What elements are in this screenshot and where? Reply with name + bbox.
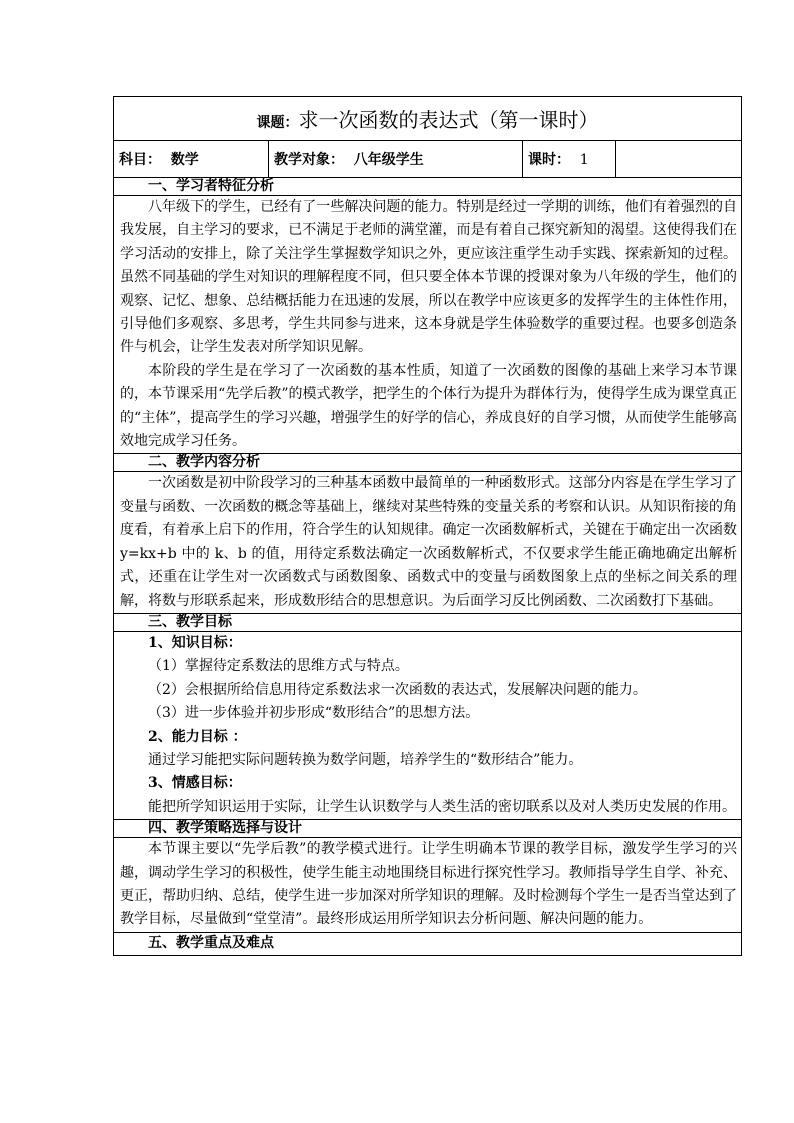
empty-cell bbox=[616, 141, 742, 178]
goal-item: （2）会根据所给信息用待定系数法求一次函数的表达式，发展解决问题的能力。 bbox=[148, 681, 647, 698]
goal-item: （3）进一步体验并初步形成“数形结合”的思想方法。 bbox=[148, 705, 480, 722]
paragraph: 一次函数是初中阶段学习的三种基本函数中最简单的一种函数形式。这部分内容是在学生学习了变量与函数、一次函数的概念等基础上，继续对某些特殊的变量关系的考察和认识。从知识衔接的角度看，有着承上启下的作用，符合学生的认知规律。确定一次函数解析式，关键在于确定出一次函数 y=kx+b 中的 k、b 的值，用待定系数法确定一次函数解析式，不仅要求学生能正确地确定出解析式，还重在让学生对一次函数式与函数图象、函数式中的变量与函数图象上点的坐标之间关系的理解，将数与形联系起来，形成数形结合的思想意识。为后面学习反比例函数、二次函数打下基础。 bbox=[120, 475, 737, 609]
hours-cell bbox=[523, 141, 616, 178]
subject-value: 数学 bbox=[170, 152, 199, 168]
audience-value: 八年级学生 bbox=[353, 152, 424, 168]
section-heading-content: 二、教学内容分析 bbox=[114, 454, 742, 472]
lesson-plan-table bbox=[113, 96, 742, 956]
emotion-goal-heading: 3、情感目标： bbox=[148, 775, 242, 792]
paragraph: 本节课主要以“先学后教”的教学模式进行。让学生明确本节课的教学目标，激发学生学习的兴趣，调动学生学习的积极性，使学生能主动地围绕目标进行探究性学习。教师指导学生自学、补充、更正，帮助归纳、总结，使学生进一步加深对所学知识的理解。及时检测每个学生一是否当堂达到了教学目标，尽量做到“堂堂清”。最终形成运用所学知识去分析问题、解决问题的能力。 bbox=[120, 841, 737, 928]
section-body-strategy bbox=[114, 838, 742, 933]
paragraph: 八年级下的学生，已经有了一些解决问题的能力。特别是经过一学期的训练，他们有着强烈的自我发展，自主学习的要求，已不满足于老师的满堂灌，而是有着自己探究新知的渴望。这使得我们在学习活动的安排上，除了关注学生掌握数学知识之外，更应该注重学生动手实践、探索新知的过程。虽然不同基础的学生对知识的理解程度不同，但只要全体本节课的授课对象为八年级的学生，他们的观察、记忆、想象、总结概括能力在迅速的发展，所以在教学中应该更多的发挥学生的主体性作用，引导他们多观察、多思考，学生共同参与进来，这本身就是学生体验数学的重要过程。也要多创造条件与机会，让学生发表对所学知识见解。 bbox=[120, 199, 737, 356]
page-title: 求一次函数的表达式（第一课时） bbox=[298, 108, 599, 132]
lesson-plan-page bbox=[113, 96, 741, 956]
section-heading-goals: 三、教学目标 bbox=[114, 613, 742, 631]
section-heading-keypoints: 五、教学重点及难点 bbox=[114, 932, 742, 955]
subject-label: 科目： bbox=[119, 152, 161, 168]
subject-cell bbox=[114, 141, 269, 178]
ability-goal-heading: 2、能力目标 ： bbox=[148, 728, 247, 745]
hours-label: 课时： bbox=[528, 152, 570, 168]
hours-value: 1 bbox=[579, 152, 589, 168]
audience-label: 教学对象： bbox=[274, 152, 344, 168]
goal-item: 通过学习能把实际问题转换为数学问题，培养学生的“数形结合”能力。 bbox=[148, 751, 583, 768]
section-body-learner bbox=[114, 196, 742, 454]
section-body-content bbox=[114, 472, 742, 613]
goal-item: 能把所学知识运用于实际，让学生认识数学与人类生活的密切联系以及对人类历史发展的作用。 bbox=[148, 798, 736, 815]
goal-item: （1）掌握待定系数法的思维方式与特点。 bbox=[148, 658, 409, 675]
section-heading-learner: 一、学习者特征分析 bbox=[114, 178, 742, 196]
title-cell bbox=[114, 97, 742, 141]
paragraph: 本阶段的学生是在学习了一次函数的基本性质，知道了一次函数的图像的基础上来学习本节课的，本节课采用“先学后教”的模式教学，把学生的个体行为提升为群体行为，使得学生成为课堂真正的“主体”，提高学生的学习兴趣，增强学生的好学的信心，养成良好的自学习惯，从而使学生能够高效地完成学习任务。 bbox=[120, 362, 737, 450]
section-body-goals bbox=[114, 631, 742, 819]
section-heading-strategy: 四、教学策略选择与设计 bbox=[114, 820, 742, 838]
title-label: 课题： bbox=[256, 115, 299, 131]
knowledge-goal-heading: 1、知识目标： bbox=[148, 634, 242, 651]
audience-cell bbox=[269, 141, 523, 178]
